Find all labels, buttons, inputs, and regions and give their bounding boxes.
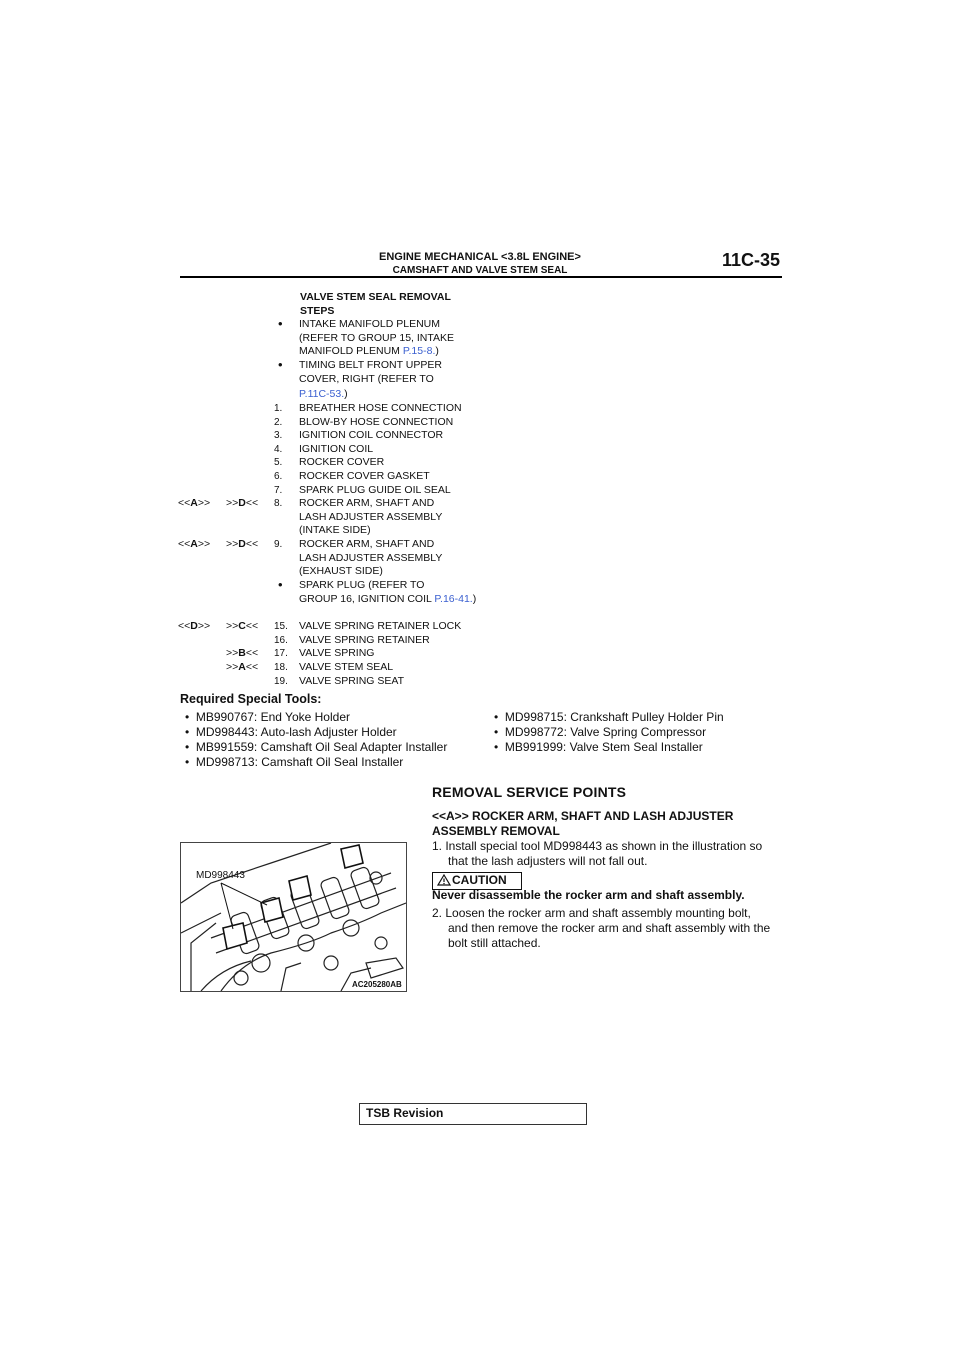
header-rule (180, 276, 782, 278)
tsb-revision-label: TSB Revision (366, 1106, 444, 1120)
removal-code: <<A>> (178, 497, 211, 509)
section-subtitle: CAMSHAFT AND VALVE STEM SEAL (392, 265, 568, 276)
section-title: ENGINE MECHANICAL <3.8L ENGINE> (379, 251, 581, 263)
page-number: 11C-35 (721, 250, 780, 270)
service-step-1: 1. Install special tool MD998443 as shown in the illustration so that the lash adjusters will not fall out. (432, 839, 763, 868)
install-code: >>D<< (226, 497, 259, 509)
install-code: >>B<< (226, 647, 259, 659)
caution-label: CAUTION (452, 873, 507, 887)
engine-illustration (181, 843, 406, 991)
install-code: >>C<< (226, 620, 259, 632)
tools-list-left (185, 710, 447, 770)
removal-code: <<D>> (178, 620, 211, 632)
tools-heading: Required Special Tools: (180, 692, 322, 706)
service-step-2: 2. Loosen the rocker arm and shaft assembly mounting bolt, and then remove the rocker arm and shaft assembly with the bolt still attached. (432, 906, 771, 950)
list-item: • MB991559: Camshaft Oil Seal Adapter Installer (185, 740, 448, 754)
list-item: • MD998713: Camshaft Oil Seal Installer (185, 755, 404, 769)
service-subtitle: <<A>> ROCKER ARM, SHAFT AND LASH ADJUSTER ASSEMBLY REMOVAL (432, 809, 734, 838)
page-link[interactable]: P.15-8. (402, 345, 436, 357)
install-code: >>D<< (226, 538, 259, 550)
tools-list-right (494, 710, 724, 755)
caution-text: Never disassemble the rocker arm and shaft assembly. (432, 888, 745, 902)
removal-code: <<A>> (178, 538, 211, 550)
page-link[interactable]: P.11C-53. (299, 388, 345, 400)
service-points-title: REMOVAL SERVICE POINTS (432, 784, 627, 800)
list-item: • MB991999: Valve Stem Seal Installer (494, 740, 703, 754)
figure-code: AC205280AB (352, 980, 402, 989)
list-item: • MD998715: Crankshaft Pulley Holder Pin (494, 710, 724, 724)
warning-icon (437, 874, 451, 886)
list-item: • MD998772: Valve Spring Compressor (494, 725, 707, 739)
steps-heading: VALVE STEM SEAL REMOVAL STEPS (300, 291, 451, 317)
list-item: • MB990767: End Yoke Holder (185, 710, 350, 724)
page-link[interactable]: P.16-41. (434, 592, 473, 605)
install-code: >>A<< (226, 661, 259, 673)
figure-callout: MD998443 (196, 870, 245, 881)
illustration (180, 842, 407, 992)
list-item: • MD998443: Auto-lash Adjuster Holder (185, 725, 397, 739)
